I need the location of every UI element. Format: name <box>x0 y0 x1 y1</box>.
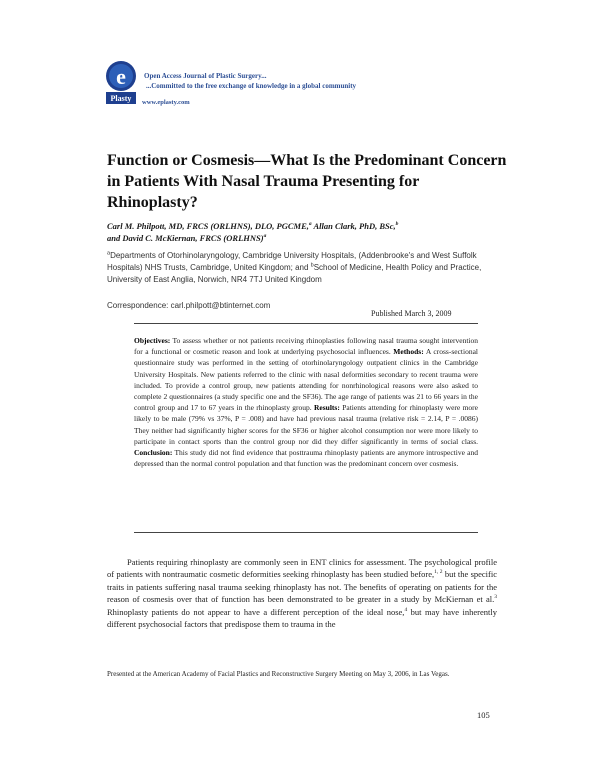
affiliation-b: School of Medicine, Health Policy and Practice, University of East Anglia, Norwich, NR4 7TJ United Kingdom <box>107 263 482 284</box>
body-text-4: but may have inherently different psychosocial factors that predispose them to trauma in the <box>107 606 497 630</box>
results-text: Patients attending for rhinoplasty were more likely to be male (79% vs 37%, P = .008) and have had previous nasal trauma (relative risk = 2.14, P = .0086) They neither had significantly higher scores for the SF36 or higher alcohol consumption nor were more likely to participate in contact sports than the control group nor did they differ significantly in terms of social class. <box>134 403 478 446</box>
author-1: Carl M. Philpott, MD, FRCS (ORLHNS), DLO, PGCME, <box>107 221 309 231</box>
journal-name: Open Access Journal of Plastic Surgery... <box>144 72 267 80</box>
conclusion-label: Conclusion: <box>134 448 173 458</box>
body-text-1: Patients requiring rhinoplasty are commonly seen in ENT clinics for assessment. The psychological profile of patients with nontraumatic cosmetic deformities seeking rhinoplasty has been studied before, <box>107 557 497 580</box>
affiliation-b-marker: b <box>310 262 314 269</box>
page-number: 105 <box>477 710 490 720</box>
author-2: Allan Clark, PhD, BSc, <box>311 221 396 231</box>
author-list <box>107 220 502 244</box>
citation-ref[interactable]: 1, 2 <box>434 569 443 576</box>
objectives-label: Objectives: <box>134 336 171 345</box>
methods-text: A cross-sectional questionnaire study was performed in the setting of otorhinolaryngology outpatient clinics in the Cambridge University Hospitals. New patients referred to the clinic with nasal deformities secondary to recent trauma were included. To provide a control group, new patients attending for nonrhinological reasons were also asked to complete 2 questionnaires (a study specific one and the SF36). The age range of patients was 21 to 66 years in the control group and 17 to 67 years in the rhinoplasty group. <box>134 347 478 413</box>
body-text-3: Rhinoplasty patients do not appear to have a different perception of the ideal nose, <box>107 606 405 617</box>
methods-label: Methods: <box>393 347 424 357</box>
results-label: Results: <box>314 403 340 413</box>
abstract-top-rule <box>134 323 478 324</box>
abstract <box>134 335 478 469</box>
article-title: Function or Cosmesis—What Is the Predominant Concern in Patients With Nasal Trauma Presenting for Rhinoplasty? <box>107 152 507 211</box>
eplasty-logo <box>105 58 137 106</box>
citation-ref[interactable]: 4 <box>404 606 408 613</box>
author-2-affiliation: b <box>395 221 399 228</box>
journal-url-link[interactable]: www.eplasty.com <box>142 99 190 106</box>
published-date: Published March 3, 2009 <box>371 309 452 318</box>
body-paragraph <box>107 556 497 630</box>
affiliation-a: Departments of Otorhinolaryngology, Cambridge University Hospitals, (Addenbrooke's and West Suffolk Hospitals) NHS Trusts, Cambridge, United Kingdom; and <box>107 251 477 272</box>
affiliation-a-marker: a <box>107 250 111 257</box>
citation-ref[interactable]: 3 <box>494 594 497 601</box>
affiliations <box>107 250 502 286</box>
conclusion-text: This study did not find evidence that posttrauma rhinoplasty patients are anymore introspective and depressed than the normal control population and that function was the predominant concern over cosmesis. <box>134 448 478 469</box>
author-1-affiliation: a <box>308 221 312 228</box>
objectives-text: To assess whether or not patients receiving rhinoplasties following nasal trauma sought intervention for a functional or cosmetic reason and look at underlying psychosocial influences. <box>134 336 478 357</box>
author-3-affiliation: a <box>263 233 267 240</box>
journal-tagline: ...Committed to the free exchange of knowledge in a global community <box>146 82 357 90</box>
logo-letter: e <box>116 64 126 89</box>
body-text-2: but the specific traits in patients suffering nasal trauma seeking rhinoplasty has not. The benefits of operating on patients for the reason of cosmesis over that of function has been demonstrated to be greater in a study by McKiernan et al. <box>107 569 498 605</box>
logo-word: Plasty <box>110 94 132 103</box>
footnote: Presented at the American Academy of Facial Plastics and Reconstructive Surgery Meeting on May 3, 2006, in Las Vegas. <box>107 670 450 678</box>
correspondence: Correspondence: carl.philpott@btinternet.com <box>107 301 271 310</box>
abstract-bottom-rule <box>134 532 478 533</box>
author-3: and David C. McKiernan, FRCS (ORLHNS) <box>107 233 264 243</box>
